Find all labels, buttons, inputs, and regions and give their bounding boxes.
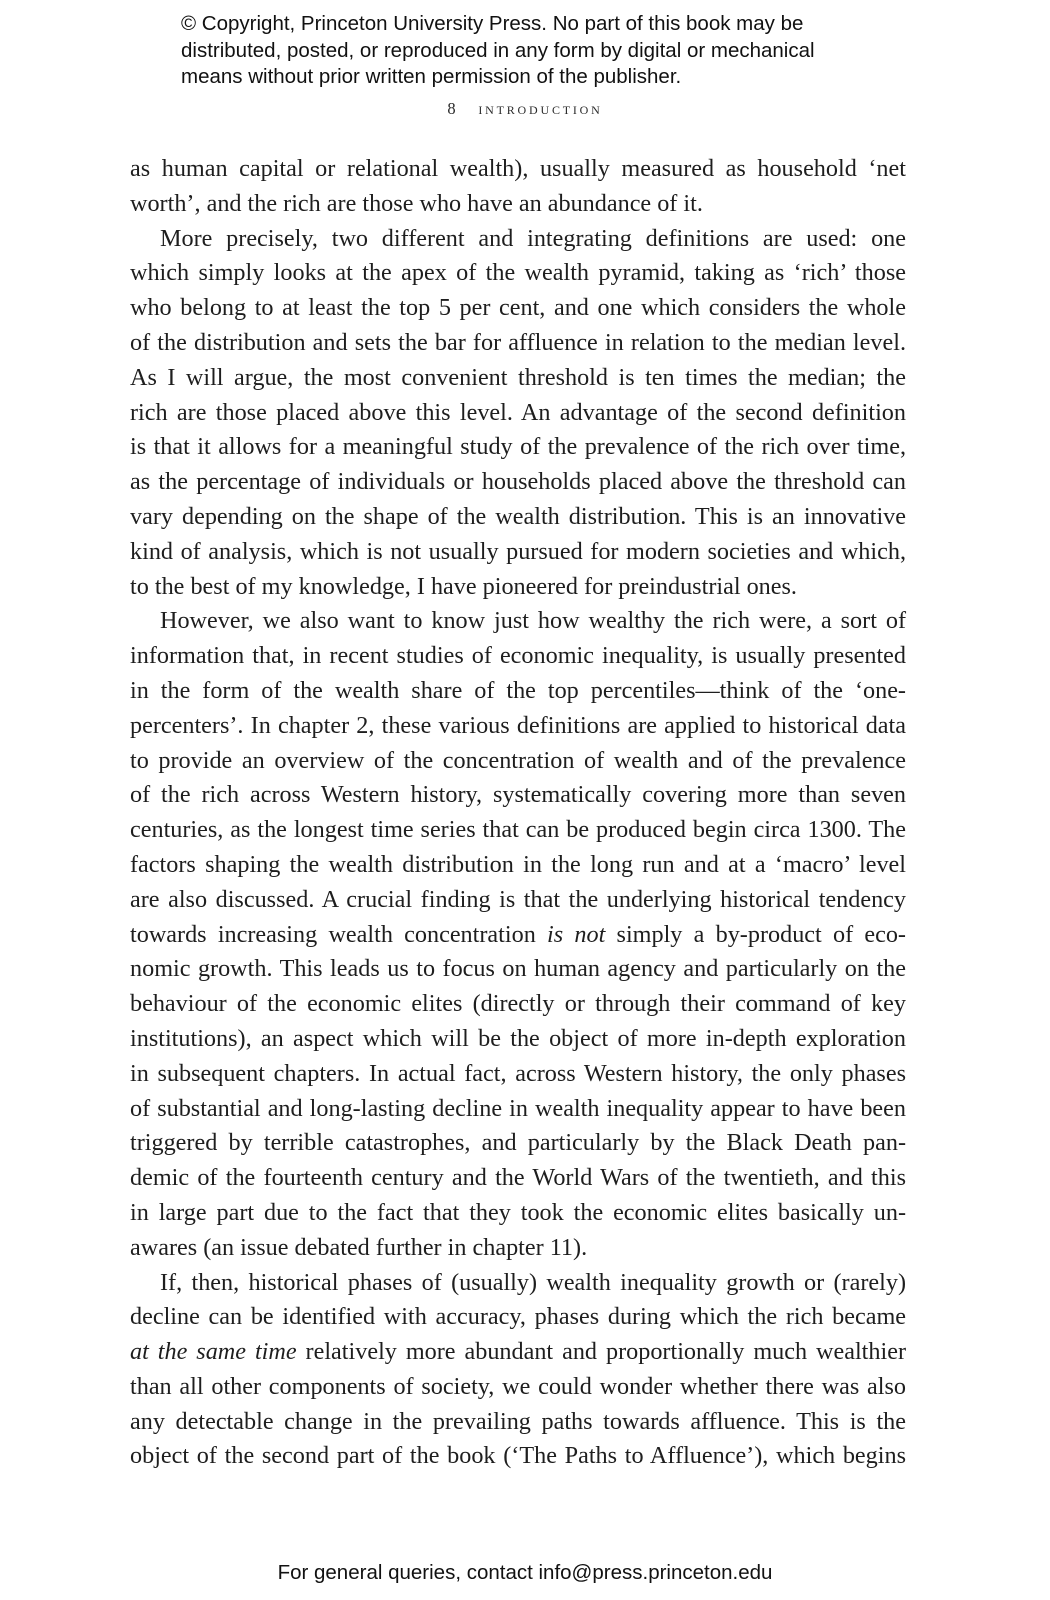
text-run: towards increasing wealth concentration (130, 920, 548, 948)
body-text (130, 152, 906, 1474)
text-line: centuries, as the longest time series that can be produced begin circa 1300. The (130, 816, 906, 844)
text-line: of the rich across Western history, systematically covering more than seven (130, 781, 906, 809)
footer-contact: For general queries, contact info@press.princeton.edu (277, 1561, 773, 1584)
text-line: in large part due to the fact that they took the economic elites basically un- (130, 1198, 906, 1226)
text-line: in the form of the wealth share of the top percentiles—think of the ‘one- (130, 676, 906, 704)
emphasis-text: at the same time (130, 1338, 297, 1366)
text-line: worth’, and the rich are those who have an abundance of it. (130, 189, 703, 217)
text-line (130, 918, 906, 953)
text-line: object of the second part of the book (‘The Paths to Affluence’), which begins (130, 1442, 906, 1470)
emphasis-text: is not (547, 920, 606, 948)
text-line: rich are those placed above this level. An advantage of the second definition (130, 398, 906, 426)
copyright-line: © Copyright, Princeton University Press. No part of this book may be (181, 12, 804, 35)
text-line: to provide an overview of the concentration of wealth and of the prevalence (130, 746, 906, 774)
text-line: nomic growth. This leads us to focus on human agency and particularly on the (130, 955, 906, 983)
text-line: If, then, historical phases of (usually) wealth inequality growth or (rarely) (160, 1268, 906, 1296)
text-line: decline can be identified with accuracy, phases during which the rich became (130, 1303, 906, 1331)
text-line: of the distribution and sets the bar for affluence in relation to the median level. (130, 328, 906, 356)
text-line: vary depending on the shape of the wealth distribution. This is an innovative (130, 502, 906, 530)
text-line (130, 1335, 906, 1370)
text-line: institutions), an aspect which will be the object of more in-depth exploration (130, 1024, 906, 1052)
text-line: factors shaping the wealth distribution in the long run and at a ‘macro’ level (130, 850, 906, 878)
copyright-line: means without prior written permission of the publisher. (181, 65, 682, 88)
text-line: in subsequent chapters. In actual fact, across Western history, the only phases (130, 1059, 906, 1087)
text-line: any detectable change in the prevailing paths towards affluence. This is the (130, 1407, 906, 1435)
text-line: demic of the fourteenth century and the World Wars of the twentieth, and this (130, 1164, 906, 1192)
text-line: is that it allows for a meaningful study of the prevalence of the rich over time, (130, 433, 906, 461)
text-line: as the percentage of individuals or households placed above the threshold can (130, 468, 906, 496)
copyright-line: distributed, posted, or reproduced in any form by digital or mechanical (181, 38, 815, 62)
running-head (0, 99, 1050, 119)
text-line: behaviour of the economic elites (directly or through their command of key (130, 990, 906, 1018)
text-line: than all other components of society, we could wonder whether there was also (130, 1372, 906, 1400)
text-line: As I will argue, the most convenient threshold is ten times the median; the (130, 363, 906, 391)
page-number: 8 (447, 99, 456, 118)
text-run: simply a by-product of eco- (605, 920, 906, 948)
text-line: awares (an issue debated further in chapter 11). (130, 1233, 588, 1261)
text-line: percenters’. In chapter 2, these various definitions are applied to historical data (130, 711, 906, 739)
text-line: More precisely, two different and integrating definitions are used: one (160, 224, 906, 252)
text-line: are also discussed. A crucial finding is that the underlying historical tendency (130, 885, 906, 913)
text-line: information that, in recent studies of economic inequality, is usually presented (130, 642, 906, 670)
text-line: which simply looks at the apex of the wealth pyramid, taking as ‘rich’ those (130, 259, 906, 287)
text-line: who belong to at least the top 5 per cent, and one which considers the whole (130, 294, 906, 322)
text-line: to the best of my knowledge, I have pioneered for preindustrial ones. (130, 572, 797, 600)
text-line: triggered by terrible catastrophes, and particularly by the Black Death pan- (130, 1129, 906, 1157)
text-line: of substantial and long-lasting decline in wealth inequality appear to have been (130, 1094, 906, 1122)
text-line: kind of analysis, which is not usually pursued for modern societies and which, (130, 537, 906, 565)
text-line: as human capital or relational wealth), usually measured as household ‘net (130, 155, 906, 182)
text-run: relatively more abundant and proportionally much wealthier (296, 1338, 906, 1366)
text-line: However, we also want to know just how wealthy the rich were, a sort of (160, 607, 906, 635)
chapter-title: introduction (478, 99, 603, 118)
copyright-notice (181, 11, 901, 91)
